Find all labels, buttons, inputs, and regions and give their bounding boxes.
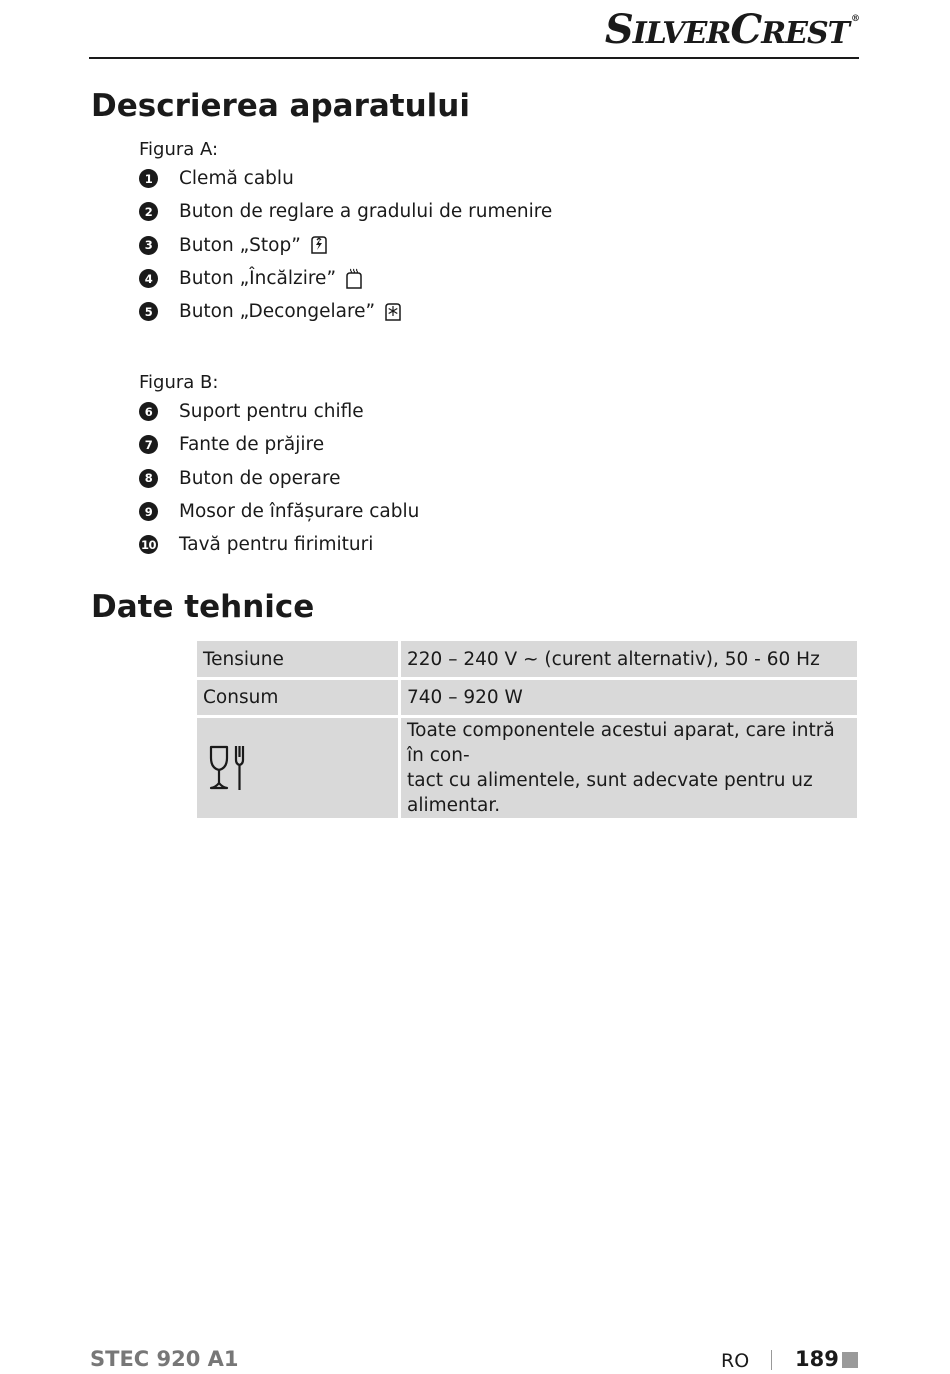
item-label: Buton „Stop”	[179, 234, 301, 256]
item-number: 4	[139, 269, 158, 288]
list-item	[139, 495, 419, 528]
item-label: Clemă cablu	[179, 168, 294, 190]
footer-separator	[771, 1350, 772, 1370]
list-item	[139, 195, 552, 228]
food-safe-icon	[207, 743, 253, 793]
section-title-technical-data: Date tehnice	[91, 589, 315, 625]
item-label: Fante de prăjire	[179, 434, 325, 456]
reheat-icon	[343, 268, 365, 290]
item-label: Tavă pentru firimituri	[179, 534, 374, 556]
list-item	[139, 229, 552, 262]
list-item	[139, 262, 552, 295]
item-number: 6	[139, 402, 158, 421]
table-row	[196, 640, 859, 679]
table-row	[196, 717, 859, 820]
brand-logo: SILVERCREST ®	[604, 6, 859, 53]
table-cell-label	[196, 717, 400, 820]
item-number: 10	[139, 535, 158, 554]
item-number: 8	[139, 469, 158, 488]
list-item	[139, 295, 552, 328]
section-title-description: Descrierea aparatului	[91, 88, 470, 124]
stop-icon	[308, 234, 330, 256]
table-cell-label: Tensiune	[196, 640, 400, 679]
figure-a-list	[139, 162, 552, 328]
item-label: Mosor de înfășurare cablu	[179, 501, 420, 523]
table-row	[196, 679, 859, 717]
figure-b-list	[139, 395, 419, 561]
item-number: 7	[139, 435, 158, 454]
list-item	[139, 462, 419, 495]
item-label: Suport pentru chifle	[179, 401, 364, 423]
list-item	[139, 162, 552, 195]
figure-a-label: Figura A:	[139, 139, 219, 160]
footer-square-icon	[842, 1352, 858, 1368]
item-number: 2	[139, 202, 158, 221]
defrost-icon	[382, 301, 404, 323]
figure-b-label: Figura B:	[139, 372, 219, 393]
table-cell-value: 220 – 240 V ~ (curent alternativ), 50 - 60 Hz	[400, 640, 859, 679]
footer-model: STEC 920 A1	[90, 1347, 239, 1371]
item-label: Buton „Încălzire”	[179, 268, 337, 290]
footer-language: RO	[721, 1350, 750, 1372]
list-item	[139, 528, 419, 561]
item-number: 3	[139, 236, 158, 255]
item-label: Buton „Decongelare”	[179, 301, 376, 323]
item-number: 5	[139, 302, 158, 321]
table-cell-label: Consum	[196, 679, 400, 717]
value-line: Toate componentele acestui aparat, care intră în con-	[407, 720, 835, 766]
list-item	[139, 395, 419, 428]
page-number: 189	[795, 1347, 839, 1371]
value-line: tact cu alimentele, sunt adecvate pentru uz alimentar.	[407, 770, 813, 816]
table-cell-value: 740 – 920 W	[400, 679, 859, 717]
table-cell-value	[400, 717, 859, 820]
technical-data-table	[194, 638, 860, 821]
item-number: 1	[139, 169, 158, 188]
list-item	[139, 428, 419, 461]
item-number: 9	[139, 502, 158, 521]
item-label: Buton de operare	[179, 467, 341, 489]
item-label: Buton de reglare a gradului de rumenire	[179, 201, 553, 223]
header-rule	[89, 57, 859, 59]
